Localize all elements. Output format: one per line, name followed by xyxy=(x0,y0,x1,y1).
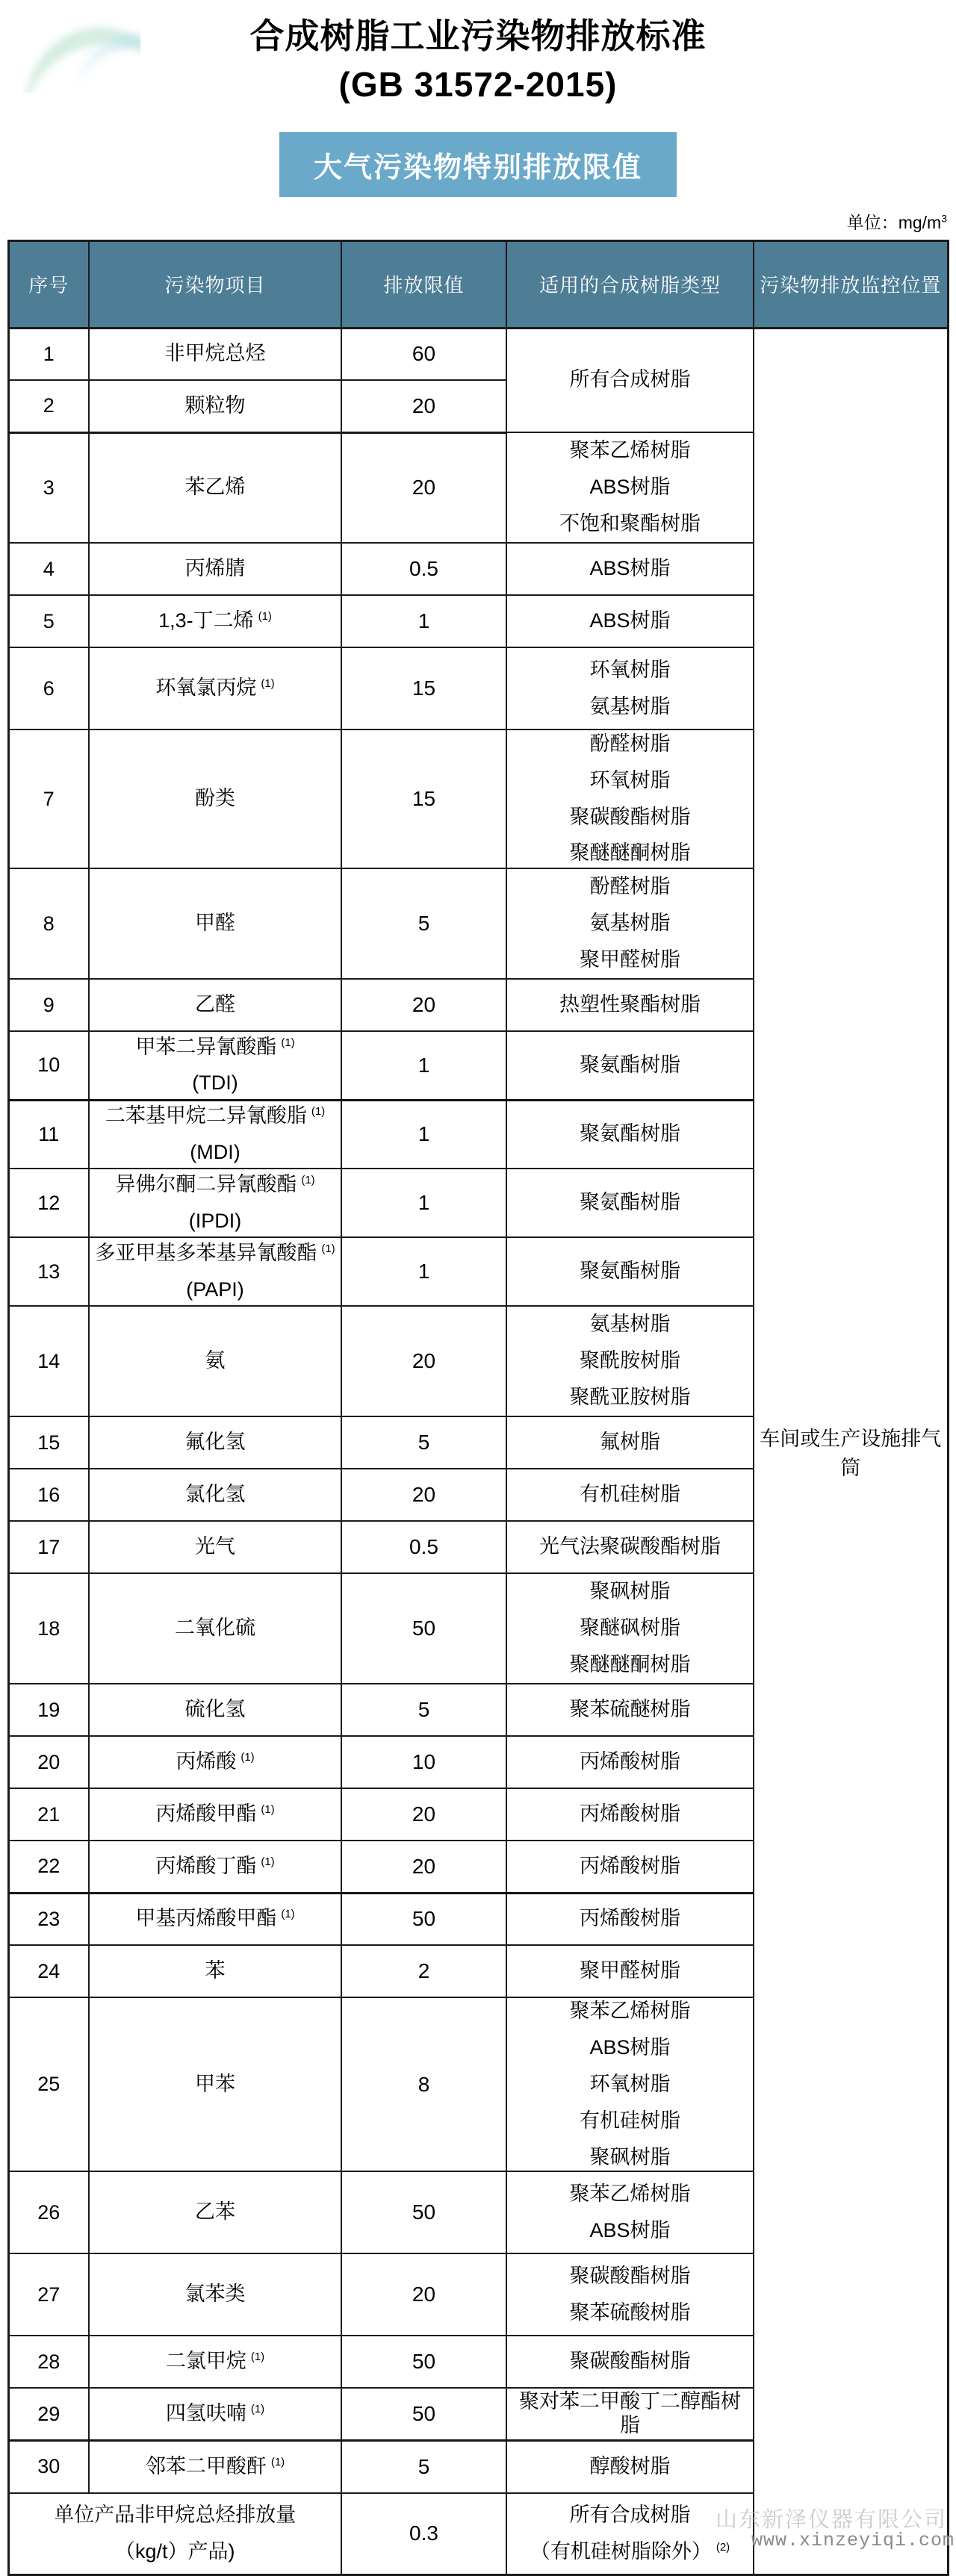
cell-line: 氯苯类 xyxy=(184,2283,246,2306)
cell-line: ABS树脂 xyxy=(589,2035,671,2059)
pollutant-name-cell xyxy=(89,1169,341,1237)
pollutant-name-cell xyxy=(89,1469,341,1521)
applicable-resin-cell xyxy=(506,1893,754,1945)
unit-exponent: 3 xyxy=(941,211,947,224)
cell-line: 丙烯腈 xyxy=(184,557,246,580)
applicable-resin-cell xyxy=(506,1169,754,1237)
emission-limit-cell: 50 xyxy=(341,2336,506,2388)
watermark-company: 山东新泽仪器有限公司 xyxy=(715,2508,947,2532)
applicable-resin-cell xyxy=(506,1736,754,1788)
cell-line: 聚苯乙烯树脂 xyxy=(569,2183,691,2206)
pollutant-name-cell xyxy=(89,2441,341,2493)
emission-limit-cell: 5 xyxy=(341,1684,506,1736)
emission-limit-cell: 5 xyxy=(341,1416,506,1469)
applicable-resin-cell xyxy=(506,647,754,729)
cell-line: 氨基树脂 xyxy=(589,694,671,718)
cell-line: 聚酰胺树脂 xyxy=(580,1349,680,1372)
table-header xyxy=(8,240,948,328)
cell-line: 酚类 xyxy=(195,787,235,810)
pollutant-name-cell xyxy=(89,1100,341,1169)
pollutant-name-cell xyxy=(89,1031,341,1100)
emission-limit-cell: 20 xyxy=(341,1788,506,1841)
cell-line: 二氯甲烷 $^{(1)}$ xyxy=(165,2350,265,2373)
cell-line: 氯化氢 xyxy=(184,1483,246,1506)
cell-line: 苯 xyxy=(205,1959,226,1982)
applicable-resin-cell xyxy=(506,432,754,543)
cell-line: 聚醚醚酮树脂 xyxy=(569,1653,691,1676)
serial-number-cell: 12 xyxy=(8,1169,89,1237)
cell-line: 丙烯酸树脂 xyxy=(580,1750,680,1773)
footnote-marker: (1) xyxy=(311,1105,326,1119)
serial-number-cell: 18 xyxy=(8,1573,89,1684)
serial-number-cell: 24 xyxy=(8,1945,89,1997)
emission-limit-cell: 50 xyxy=(341,2388,506,2440)
cell-line: 丙烯酸 $^{(1)}$ xyxy=(176,1750,255,1773)
header-applicable-resin-type: 适用的合成树脂类型 xyxy=(506,240,754,328)
header-monitoring-location: 污染物排放监控位置 xyxy=(754,240,948,328)
page-title xyxy=(0,0,956,110)
footnote-marker: (1) xyxy=(240,1751,255,1764)
pollutant-name-cell xyxy=(89,1841,341,1893)
serial-number-cell: 21 xyxy=(8,1788,89,1841)
pollutant-name-cell xyxy=(89,729,341,868)
serial-number-cell: 30 xyxy=(8,2441,89,2493)
cell-line: 二氧化硫 xyxy=(175,1617,255,1640)
serial-number-cell: 10 xyxy=(8,1031,89,1100)
serial-number-cell: 8 xyxy=(8,868,89,979)
serial-number-cell: 4 xyxy=(8,543,89,595)
cell-line: ABS树脂 xyxy=(589,557,671,580)
pollutant-name-cell xyxy=(89,1788,341,1841)
emission-limit-cell: 5 xyxy=(341,2441,506,2493)
cell-line: 聚甲醛树脂 xyxy=(580,948,680,971)
cell-line: 聚苯乙烯树脂 xyxy=(569,439,691,462)
pollutant-name-cell xyxy=(89,1306,341,1416)
serial-number-cell: 15 xyxy=(8,1416,89,1469)
pollutant-name-cell xyxy=(89,1416,341,1469)
applicable-resin-cell xyxy=(506,1945,754,1997)
cell-line: 聚氨酯树脂 xyxy=(580,1260,680,1283)
pollutant-name-cell xyxy=(8,2493,341,2575)
cell-line: 1,3-丁二烯 $^{(1)}$ xyxy=(158,609,272,632)
emission-limit-cell: 15 xyxy=(341,729,506,868)
applicable-resin-cell xyxy=(506,328,754,432)
cell-line: 聚碳酸酯树脂 xyxy=(569,2350,691,2373)
emission-limit-cell: 1 xyxy=(341,595,506,647)
cell-line: 氨基树脂 xyxy=(589,1313,671,1336)
cell-line: 聚酰亚胺树脂 xyxy=(569,1386,691,1409)
pollutant-name-cell xyxy=(89,2388,341,2440)
cell-line: 丙烯酸树脂 xyxy=(580,1907,680,1930)
applicable-resin-cell xyxy=(506,2336,754,2388)
footnote-marker: (1) xyxy=(261,1803,275,1817)
footnote-marker: (1) xyxy=(321,1242,335,1255)
footnote-marker: (1) xyxy=(281,1908,295,1921)
emission-limit-cell: 50 xyxy=(341,1893,506,1945)
serial-number-cell: 17 xyxy=(8,1521,89,1573)
cell-line: (MDI) xyxy=(190,1140,240,1163)
subtitle-badge: 大气污染物特别排放限值 xyxy=(279,132,677,197)
serial-number-cell: 6 xyxy=(8,647,89,729)
cell-line: 环氧氯丙烷 $^{(1)}$ xyxy=(155,676,275,700)
cell-line: 所有合成树脂 xyxy=(569,2504,691,2527)
pollutant-name-cell xyxy=(89,595,341,647)
serial-number-cell: 23 xyxy=(8,1893,89,1945)
cell-line: 聚氨酯树脂 xyxy=(580,1122,680,1145)
unit-label xyxy=(7,197,949,240)
serial-number-cell: 22 xyxy=(8,1841,89,1893)
pollutant-name-cell xyxy=(89,1684,341,1736)
header-emission-limit: 排放限值 xyxy=(341,240,506,328)
serial-number-cell: 29 xyxy=(8,2388,89,2440)
cell-line: 有机硅树脂 xyxy=(580,2109,680,2132)
footnote-marker: (1) xyxy=(301,1173,315,1186)
cell-line: 热塑性聚酯树脂 xyxy=(559,993,701,1016)
applicable-resin-cell xyxy=(506,868,754,979)
cell-line: 酚醛树脂 xyxy=(589,732,671,755)
emission-limit-cell: 20 xyxy=(341,979,506,1031)
cell-line: 聚甲醛树脂 xyxy=(580,1959,680,1982)
emission-limit-cell: 10 xyxy=(341,1736,506,1788)
cell-line: ABS树脂 xyxy=(589,609,671,632)
pollutant-name-cell xyxy=(89,1736,341,1788)
cell-line: 硫化氢 xyxy=(184,1698,246,1721)
serial-number-cell: 13 xyxy=(8,1237,89,1306)
applicable-resin-cell xyxy=(506,1684,754,1736)
cell-line: (IPDI) xyxy=(188,1209,242,1232)
cell-line: 邻苯二甲酸酐 $^{(1)}$ xyxy=(145,2454,285,2477)
header-pollutant-item: 污染物项目 xyxy=(89,240,341,328)
emission-limit-cell: 20 xyxy=(341,2253,506,2336)
emission-limit-cell: 5 xyxy=(341,868,506,979)
emission-limit-cell: 1 xyxy=(341,1237,506,1306)
cell-line: 有机硅树脂 xyxy=(580,1483,680,1506)
pollutant-name-cell xyxy=(89,1573,341,1684)
applicable-resin-cell xyxy=(506,1100,754,1169)
table-header-row xyxy=(8,240,948,328)
pollutant-name-cell xyxy=(89,1997,341,2171)
cell-line: 聚碳酸酯树脂 xyxy=(569,805,691,828)
emission-limit-cell: 20 xyxy=(341,1841,506,1893)
footnote-marker: (1) xyxy=(258,610,272,623)
footnote-marker: (1) xyxy=(270,2455,285,2468)
emission-limit-cell: 1 xyxy=(341,1169,506,1237)
serial-number-cell: 1 xyxy=(8,328,89,380)
cell-line: （有机硅树脂除外） $^{(2)}$ xyxy=(530,2539,730,2563)
cell-line: 氟化氢 xyxy=(184,1431,246,1454)
cell-line: 甲苯 xyxy=(195,2072,235,2095)
emission-limit-cell: 20 xyxy=(341,1306,506,1416)
cell-line: 丙烯酸丁酯 $^{(1)}$ xyxy=(155,1854,275,1877)
cell-line: 甲基丙烯酸甲酯 $^{(1)}$ xyxy=(135,1907,295,1930)
cell-line: 醇酸树脂 xyxy=(589,2454,671,2477)
applicable-resin-cell xyxy=(506,1237,754,1306)
cell-line: 甲醛 xyxy=(195,912,235,935)
emission-limit-cell: 2 xyxy=(341,1945,506,1997)
cell-line: ABS树脂 xyxy=(589,476,671,499)
footnote-marker: (1) xyxy=(250,2403,265,2416)
cell-line: 丙烯酸甲酯 $^{(1)}$ xyxy=(155,1802,275,1826)
cell-line: 聚苯乙烯树脂 xyxy=(569,2000,691,2023)
footnote-marker: (1) xyxy=(261,677,275,691)
emission-limits-table xyxy=(7,240,949,2576)
pollutant-name-cell xyxy=(89,647,341,729)
applicable-resin-cell xyxy=(506,2441,754,2493)
cell-line: 甲苯二异氰酸酯 $^{(1)}$ xyxy=(135,1035,295,1058)
cell-line: 乙醛 xyxy=(195,993,235,1016)
cell-line: 聚砜树脂 xyxy=(589,1580,671,1603)
applicable-resin-cell xyxy=(506,595,754,647)
emission-limit-cell: 20 xyxy=(341,380,506,432)
applicable-resin-cell xyxy=(506,1031,754,1100)
cell-line: (PAPI) xyxy=(186,1278,244,1301)
footnote-marker: (1) xyxy=(261,1855,275,1868)
serial-number-cell: 27 xyxy=(8,2253,89,2336)
pollutant-name-cell xyxy=(89,1893,341,1945)
cell-line: 聚对苯二甲酸丁二醇酯树脂 xyxy=(519,2390,741,2437)
unit-label-text: 单位：mg/m xyxy=(846,212,942,232)
watermark-url: www.xinzeyiqi.com xyxy=(751,2530,955,2551)
emission-limit-cell: 1 xyxy=(341,1031,506,1100)
cell-line: （kg/t）产品) xyxy=(114,2539,235,2563)
pollutant-name-cell xyxy=(89,868,341,979)
cell-line: 苯乙烯 xyxy=(184,476,246,499)
cell-line: 光气 xyxy=(195,1535,235,1558)
cell-line: 环氧树脂 xyxy=(589,2072,671,2095)
pollutant-name-cell xyxy=(89,328,341,380)
emission-limit-cell: 50 xyxy=(341,2171,506,2253)
serial-number-cell: 14 xyxy=(8,1306,89,1416)
applicable-resin-cell xyxy=(506,2388,754,2440)
pollutant-name-cell xyxy=(89,1521,341,1573)
applicable-resin-cell xyxy=(506,1521,754,1573)
cell-line: 聚醚醚酮树脂 xyxy=(569,841,691,865)
pollutant-name-cell xyxy=(89,380,341,432)
serial-number-cell: 26 xyxy=(8,2171,89,2253)
pollutant-name-cell xyxy=(89,2336,341,2388)
emission-limit-cell: 0.5 xyxy=(341,543,506,595)
cell-line: 颗粒物 xyxy=(184,393,246,417)
cell-line: 聚砜树脂 xyxy=(589,2145,671,2168)
cell-line: 环氧树脂 xyxy=(589,658,671,681)
cell-line: 丙烯酸树脂 xyxy=(580,1854,680,1877)
cell-line: 聚苯硫酸树脂 xyxy=(569,2300,691,2324)
cell-line: (TDI) xyxy=(192,1071,238,1095)
pollutant-name-cell xyxy=(89,432,341,543)
pollutant-name-cell xyxy=(89,543,341,595)
serial-number-cell: 19 xyxy=(8,1684,89,1736)
applicable-resin-cell xyxy=(506,543,754,595)
table-body xyxy=(8,328,948,2575)
cell-line: 丙烯酸树脂 xyxy=(580,1802,680,1826)
applicable-resin-cell xyxy=(506,1573,754,1684)
cell-line: 二苯基甲烷二异氰酸脂 $^{(1)}$ xyxy=(105,1104,326,1127)
emission-limit-cell: 60 xyxy=(341,328,506,380)
footnote-marker: (1) xyxy=(281,1036,295,1049)
emission-limit-cell: 15 xyxy=(341,647,506,729)
cell-line: ABS树脂 xyxy=(589,2218,671,2241)
cell-line: 单位产品非甲烷总烃排放量 xyxy=(54,2504,297,2527)
cell-line: 不饱和聚酯树脂 xyxy=(559,512,701,535)
cell-line: 聚醚砜树脂 xyxy=(580,1617,680,1640)
serial-number-cell: 2 xyxy=(8,380,89,432)
applicable-resin-cell xyxy=(506,1469,754,1521)
footnote-marker: (2) xyxy=(716,2540,730,2554)
serial-number-cell: 5 xyxy=(8,595,89,647)
emission-limit-cell: 0.3 xyxy=(341,2493,506,2575)
serial-number-cell: 9 xyxy=(8,979,89,1031)
cell-line: 氨 xyxy=(205,1349,226,1372)
pollutant-name-cell xyxy=(89,1237,341,1306)
applicable-resin-cell xyxy=(506,1416,754,1469)
applicable-resin-cell xyxy=(506,1841,754,1893)
cell-line: 氨基树脂 xyxy=(589,912,671,935)
emission-limit-cell: 8 xyxy=(341,1997,506,2171)
applicable-resin-cell xyxy=(506,2253,754,2336)
serial-number-cell: 3 xyxy=(8,432,89,543)
emission-limit-cell: 50 xyxy=(341,1573,506,1684)
applicable-resin-cell xyxy=(506,729,754,868)
cell-line: 非甲烷总烃 xyxy=(164,342,266,365)
pollutant-name-cell xyxy=(89,2171,341,2253)
applicable-resin-cell xyxy=(506,1306,754,1416)
monitoring-location-cell: 车间或生产设施排气筒 xyxy=(754,328,948,2575)
pollutant-name-cell xyxy=(89,2253,341,2336)
cell-line: 聚氨酯树脂 xyxy=(580,1191,680,1214)
serial-number-cell: 7 xyxy=(8,729,89,868)
cell-line: 聚苯硫醚树脂 xyxy=(569,1698,691,1721)
pollutant-name-cell xyxy=(89,979,341,1031)
emission-limit-cell: 20 xyxy=(341,432,506,543)
cell-line: 异佛尔酮二异氰酸酯 $^{(1)}$ xyxy=(115,1172,315,1195)
cell-line: 乙苯 xyxy=(195,2200,235,2224)
applicable-resin-cell xyxy=(506,1788,754,1841)
page-title-line2: (GB 31572-2015) xyxy=(338,65,618,105)
applicable-resin-cell xyxy=(506,1997,754,2171)
pollutant-name-cell xyxy=(89,1945,341,1997)
serial-number-cell: 16 xyxy=(8,1469,89,1521)
cell-line: 四氢呋喃 $^{(1)}$ xyxy=(165,2402,265,2425)
emission-limit-cell: 0.5 xyxy=(341,1521,506,1573)
cell-line: 光气法聚碳酸酯树脂 xyxy=(539,1535,721,1558)
cell-line: 氟树脂 xyxy=(600,1431,660,1454)
serial-number-cell: 11 xyxy=(8,1100,89,1169)
cell-line: 酚醛树脂 xyxy=(589,875,671,898)
cell-line: 多亚甲基多苯基异氰酸酯 $^{(1)}$ xyxy=(95,1241,335,1264)
cell-line: 聚氨酯树脂 xyxy=(580,1053,680,1076)
applicable-resin-cell xyxy=(506,979,754,1031)
footnote-marker: (1) xyxy=(250,2351,265,2364)
header-serial-number: 序号 xyxy=(8,240,89,328)
cell-line: 聚碳酸酯树脂 xyxy=(569,2265,691,2288)
cell-line: 环氧树脂 xyxy=(589,768,671,791)
emission-limit-cell: 20 xyxy=(341,1469,506,1521)
applicable-resin-cell xyxy=(506,2171,754,2253)
cell-line: 所有合成树脂 xyxy=(569,368,691,391)
page-title-line1: 合成树脂工业污染物排放标准 xyxy=(249,16,707,55)
table-row xyxy=(8,328,948,380)
serial-number-cell: 25 xyxy=(8,1997,89,2171)
serial-number-cell: 28 xyxy=(8,2336,89,2388)
serial-number-cell: 20 xyxy=(8,1736,89,1788)
emission-limit-cell: 1 xyxy=(341,1100,506,1169)
